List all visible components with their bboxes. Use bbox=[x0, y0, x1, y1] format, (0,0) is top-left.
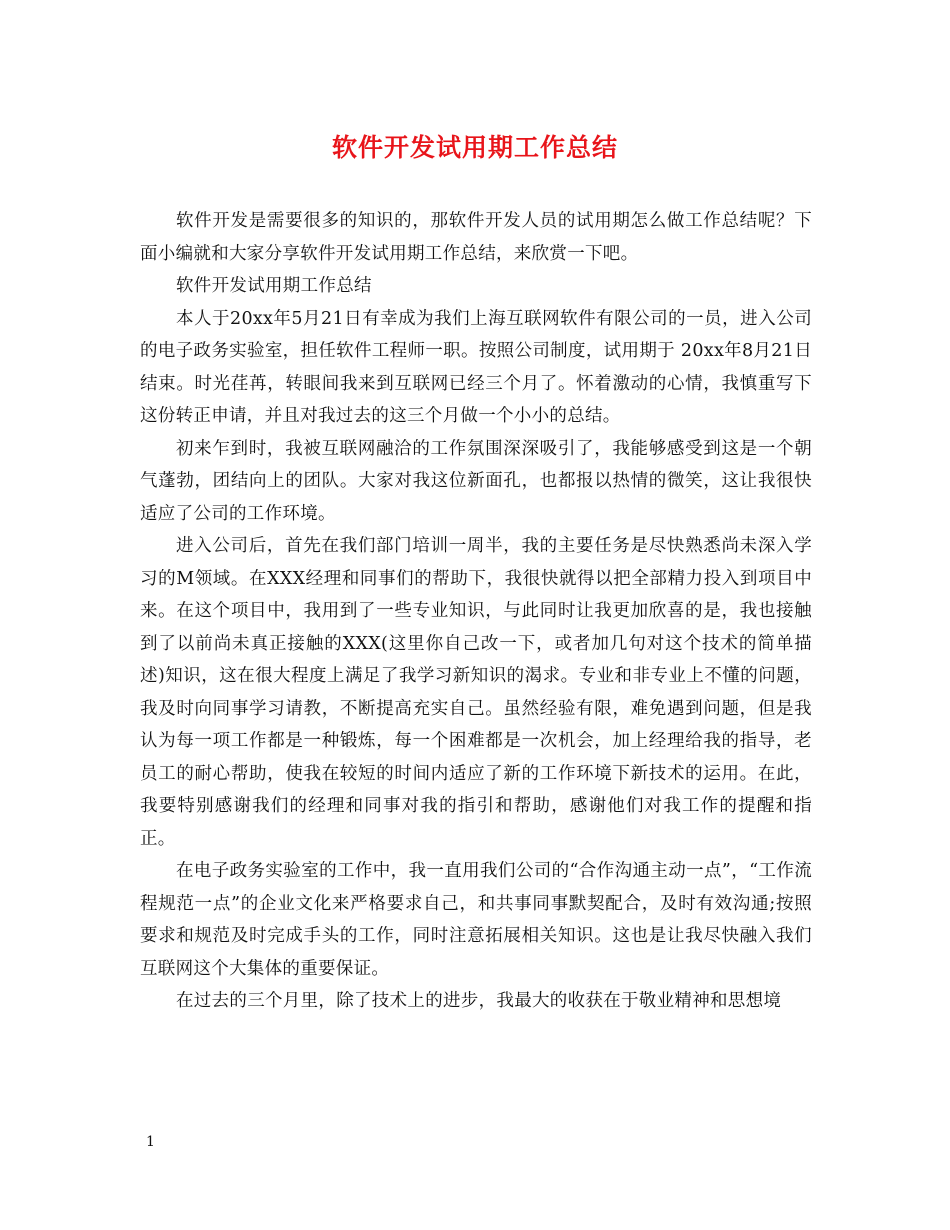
page-number: 1 bbox=[146, 1134, 155, 1150]
paragraph-first-impression: 初来乍到时，我被互联网融洽的工作氛围深深吸引了，我能够感受到这是一个朝气蓬勃，团结向上的团队。大家对我这位新面孔，也都报以热情的微笑，这让我很快适应了公司的工作环境。 bbox=[140, 438, 812, 524]
paragraph-joining: 本人于20xx年5月21日有幸成为我们上海互联网软件有限公司的一员，进入公司的电子政务实验室，担任软件工程师一职。按照公司制度，试用期于 20xx年8月21日结束。时光荏苒，转眼间我来到互联网已经三个月了。怀着激动的心情，我慎重写下这份转正申请，并且对我过去的这三个月做一个小小的总结。 bbox=[140, 308, 812, 426]
document-title: 软件开发试用期工作总结 bbox=[331, 133, 618, 162]
paragraph-subtitle: 软件开发试用期工作总结 bbox=[176, 276, 372, 296]
paragraph-intro: 软件开发是需要很多的知识的，那软件开发人员的试用期怎么做工作总结呢？下面小编就和大家分享软件开发试用期工作总结，来欣赏一下吧。 bbox=[140, 211, 812, 264]
paragraph-training: 进入公司后，首先在我们部门培训一周半，我的主要任务是尽快熟悉尚未深入学习的M领域。在XXX经理和同事们的帮助下，我很快就得以把全部精力投入到项目中来。在这个项目中，我用到了一些专业知识，与此同时让我更加欣喜的是，我也接触到了以前尚未真正接触的XXX(这里你自己改一下，或者加几句对这个技术的简单描述)知识，这在很大程度上满足了我学习新知识的渴求。专业和非专业上不懂的问题，我及时向同事学习请教，不断提高充实自己。虽然经验有限，难免遇到问题，但是我认为每一项工作都是一种锻炼，每一个困难都是一次机会，加上经理给我的指导，老员工的耐心帮助，使我在较短的时间内适应了新的工作环境下新技术的运用。在此，我要特别感谢我们的经理和同事对我的指引和帮助，感谢他们对我工作的提醒和指正。 bbox=[140, 536, 812, 849]
paragraph-culture: 在电子政务实验室的工作中，我一直用我们公司的“合作沟通主动一点”，“工作流程规范一点”的企业文化来严格要求自己，和共事同事默契配合，及时有效沟通;按照要求和规范及时完成手头的工作，同时注意拓展相关知识。这也是让我尽快融入我们互联网这个大集体的重要保证。 bbox=[140, 861, 812, 979]
paragraph-gains: 在过去的三个月里，除了技术上的进步，我最大的收获在于敬业精神和思想境 bbox=[176, 991, 782, 1011]
document-body bbox=[140, 205, 812, 1018]
